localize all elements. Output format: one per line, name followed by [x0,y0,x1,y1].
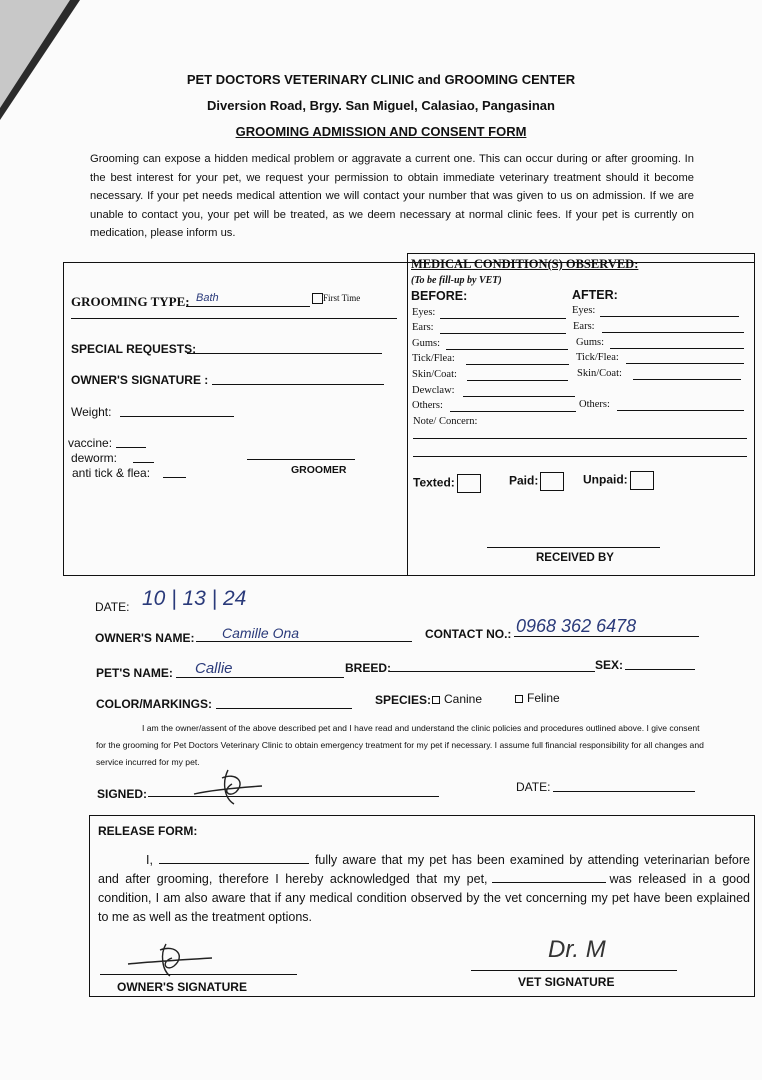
after-ears-label: Ears: [573,321,595,332]
first-time-option[interactable]: First Time [312,293,360,304]
form-title: GROOMING ADMISSION AND CONSENT FORM [235,124,527,139]
dewclaw-field[interactable] [463,396,575,397]
deworm-label: deworm: [71,451,118,465]
after-gums-field[interactable] [610,348,744,349]
sex-field[interactable] [625,669,695,670]
texted-option[interactable]: Texted: [413,474,481,493]
contact-value: 0968 362 6478 [516,616,637,636]
color-markings-label: COLOR/MARKINGS: [96,697,212,711]
before-skincoat-label: Skin/Coat: [412,369,457,380]
breed-field[interactable] [389,671,595,672]
before-gums-label: Gums: [412,338,441,349]
grooming-type-line-2 [71,318,397,319]
release-form-title: RELEASE FORM: [98,824,198,838]
clinic-address: Diversion Road, Brgy. San Miguel, Calasiao, Pangasinan [207,98,555,113]
vaccine-label: vaccine: [68,436,113,450]
before-gums-field[interactable] [446,349,568,350]
species-feline-option[interactable]: Feline [515,691,560,705]
dewclaw-label: Dewclaw: [412,385,455,396]
pet-name-value: Callie [195,660,233,677]
received-by-label: RECEIVED BY [536,552,614,564]
signed-date-field[interactable] [553,791,695,792]
before-eyes-label: Eyes: [412,307,436,318]
note-line-2[interactable] [413,456,747,457]
species-canine-option[interactable]: Canine [432,692,482,706]
paid-checkbox[interactable] [540,472,564,491]
contact-label: CONTACT NO.: [425,627,512,641]
texted-checkbox[interactable] [457,474,481,493]
first-time-checkbox[interactable] [312,293,323,304]
special-requests-label: SPECIAL REQUESTS: [71,342,197,356]
vet-signature-label: VET SIGNATURE [518,975,615,989]
before-others-field[interactable] [450,411,576,412]
before-eyes-field[interactable] [440,318,566,319]
vet-signature-value: Dr. M [548,936,606,963]
weight-label: Weight: [71,405,112,419]
breed-label: BREED: [345,661,392,675]
vaccine-field[interactable] [116,447,146,448]
anti-tick-flea-label: anti tick & flea: [72,466,151,480]
weight-field[interactable] [120,416,234,417]
owner-signature-label: OWNER'S SIGNATURE : [71,373,209,387]
before-tickflea-label: Tick/Flea: [412,353,455,364]
owner-signature-field[interactable] [212,384,384,385]
before-ears-label: Ears: [412,322,434,333]
after-skincoat-field[interactable] [633,379,741,380]
note-line-1[interactable] [413,438,747,439]
owner-name-value: Camille Ona [222,625,300,641]
grooming-type-label: GROOMING TYPE: [71,294,190,309]
paid-option[interactable]: Paid: [509,472,564,491]
consent-statement: I am the owner/assent of the above described pet and I have read and understand the clinic policies and procedures outlined above. I give consent for the grooming for Pet Doctors Veterinary Clinic to obtain emergency treatment for my pet if necessary. I assume full financial responsibility for all changes and service incurred for my pet. [96,723,704,767]
after-eyes-label: Eyes: [572,305,596,316]
groomer-signature-line[interactable] [247,459,355,460]
release-name-field[interactable] [159,863,309,864]
grooming-type-field[interactable] [186,306,310,307]
after-skincoat-label: Skin/Coat: [577,368,622,379]
vet-signature-line[interactable] [471,970,677,971]
release-owner-signature-label: OWNER'S SIGNATURE [117,980,247,994]
color-markings-field[interactable] [216,708,352,709]
after-gums-label: Gums: [576,337,605,348]
before-skincoat-field[interactable] [467,380,568,381]
date-value[interactable]: 10 | 13 | 24 [142,587,247,610]
before-others-label: Others: [412,400,443,411]
note-concern-label: Note/ Concern: [413,416,478,427]
after-heading: AFTER: [572,288,618,302]
after-tickflea-label: Tick/Flea: [576,352,619,363]
pet-name-field[interactable] [176,677,344,678]
canine-checkbox[interactable] [432,696,440,704]
owner-name-field[interactable] [196,641,412,642]
owner-name-label: OWNER'S NAME: [95,631,195,645]
anti-tick-flea-field[interactable] [163,477,186,478]
before-ears-field[interactable] [440,333,566,334]
medical-heading: MEDICAL CONDITION(S) OBSERVED: [411,257,639,271]
unpaid-checkbox[interactable] [630,471,654,490]
after-tickflea-field[interactable] [626,363,744,364]
page-fold [0,0,70,108]
grooming-type-value: Bath [196,292,219,304]
owner-signature-scribble [192,764,266,808]
before-heading: BEFORE: [411,289,468,303]
after-eyes-field[interactable] [600,316,739,317]
release-statement: I, fully aware that my pet has been examined by attending veterinarian before and after grooming, therefore I hereby acknowledged that my pet, was released in a good condition, I am also aware that if any medical condition observed by the vet concerning my pet have been explained to me as well as the treatment options. [98,853,751,924]
signed-date-label: DATE: [516,780,551,794]
groomer-label: GROOMER [291,464,347,476]
after-ears-field[interactable] [602,332,744,333]
deworm-field[interactable] [133,462,154,463]
release-owner-signature-line[interactable] [100,974,297,975]
intro-paragraph: Grooming can expose a hidden medical problem or aggravate a current one. This can occur during or after grooming. In the best interest for your pet, we request your permission to obtain immediate veterinary treatment should it become necessary. If your pet needs medical attention we will contact your number that was given to us on admission. If we are unable to contact you, your pet will be treated, as we deem necessary at normal clinic fees. If your pet is currently on medication, please inform us. [90,153,694,239]
special-requests-field[interactable] [187,353,382,354]
unpaid-option[interactable]: Unpaid: [583,471,654,490]
release-pet-field[interactable] [492,882,606,883]
signed-label: SIGNED: [97,787,148,801]
medical-subheading: (To be fill-up by VET) [411,275,502,286]
date-label: DATE: [95,600,130,614]
after-others-label: Others: [579,399,610,410]
received-by-line[interactable] [487,547,660,548]
sex-label: SEX: [595,658,624,672]
pet-name-label: PET'S NAME: [96,666,173,680]
species-label: SPECIES: [375,693,432,707]
after-others-field[interactable] [617,410,744,411]
clinic-name: PET DOCTORS VETERINARY CLINIC and GROOMING CENTER [186,72,576,87]
feline-checkbox[interactable] [515,695,523,703]
before-tickflea-field[interactable] [466,364,569,365]
